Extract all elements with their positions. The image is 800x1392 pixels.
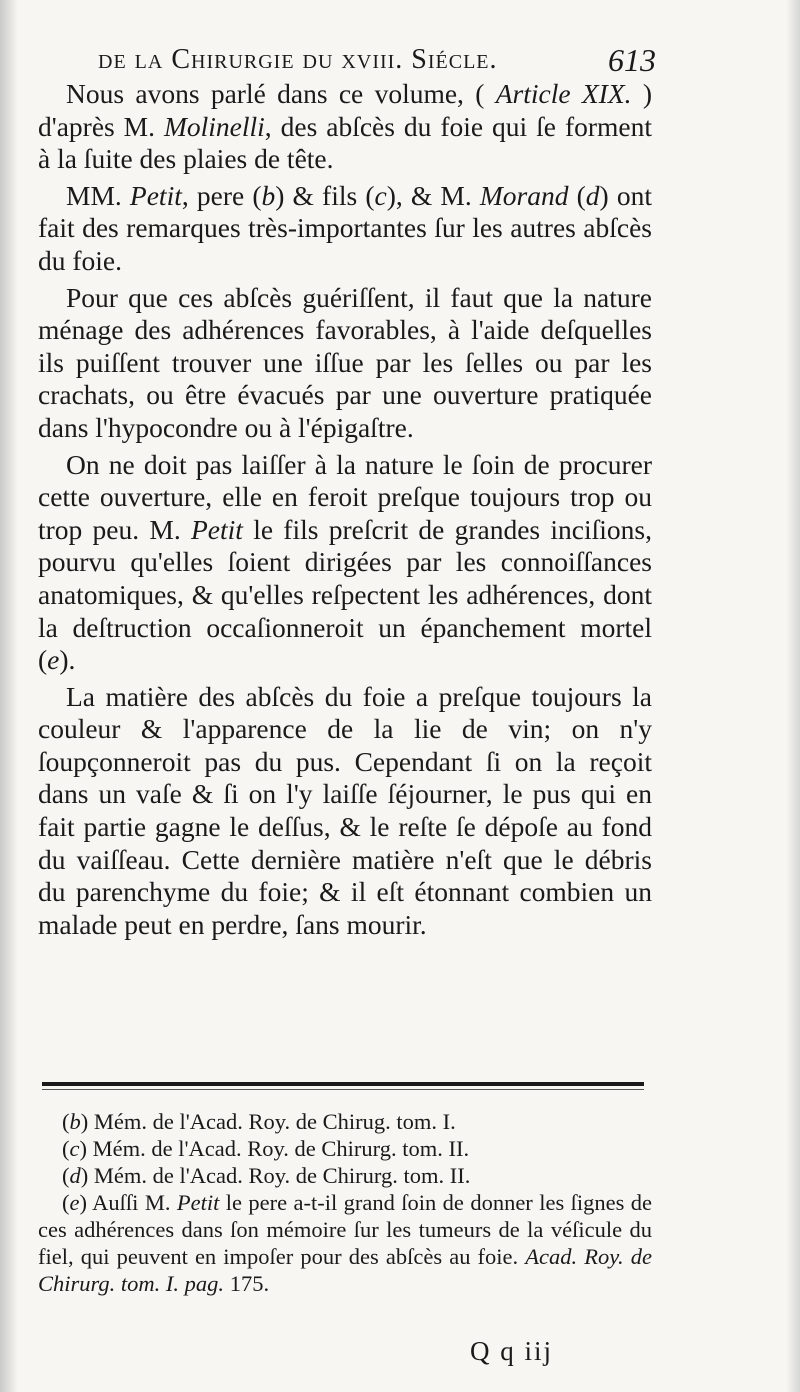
text-run: Pour que ces abſcès guériſſent, il faut que la nature ménage des adhérences favorables, à l'aide deſquelles ils puiſſent trouver une iſſue par les ſelles ou par les crachats, ou être évacués par une ouverture pratiquée dans l'hypocondre ou à l'épigaſtre. [38,281,652,443]
text-run: ( [568,179,586,211]
footnote-mark: d [69,1163,81,1188]
text-run: ) d'après M. [38,78,652,142]
italic-run: b [261,179,276,211]
paragraph [38,449,652,677]
running-header: de la Chirurgie du xviii. Siécle. [98,44,498,75]
page-number: 613 [608,42,656,78]
footnote: (b) Mém. de l'Acad. Roy. de Chirug. tom. I. [62,1109,456,1134]
italic-run: c [374,179,387,211]
page-edge-shadow [786,0,800,1392]
text-run: , des abſcès du foie qui ſe forment à la ſuite des plaies de tête. [38,110,652,175]
italic-run: Acad. Roy. de Chirurg. tom. I. pag. [38,1244,652,1296]
text-run: MM. [66,179,130,211]
italic-run: Molinelli [163,110,265,142]
footnote: (e) Auſſi M. Petit le pere a-t-il grand ſoin de donner les ſignes de ces adhérences dans ſon mémoire ſur les tumeurs de la véſicule du fiel, qui peuvent en impoſer pour des abſcès au foie. Acad. Roy. de Chirurg. tom. I. pag. 175. [38,1190,652,1296]
text-run: ) & fils ( [275,179,375,211]
italic-run: Morand [479,179,569,211]
italic-run: Petit [129,179,182,211]
text-run: La matière des abſcès du foie a preſque toujours la couleur & l'apparence de la lie de vin; on n'y ſoupçonneroit pas du pus. Cependant ſi on la reçoit dans un vaſe & ſi on l'y laiſſe ſéjourner, le pus qui en fait partie gagne le deſſus, & le reſte ſe dépoſe au fond du vaiſſeau. Cette dernière matière n'eſt que le débris du parenchyme du foie; & il eſt étonnant combien un malade peut en perdre, ſans mourir. [38,680,652,940]
footnote-divider-thin [42,1089,644,1090]
text-run: On ne doit pas laiſſer à la nature le ſoin de procurer cette ouverture, elle en feroit preſque toujours trop ou trop peu. M. [38,448,652,545]
footnote-text: le pere a-t-il grand ſoin de donner les ſignes de ces adhérences dans ſon mémoire ſur les tumeurs de la véſicule du fiel, qui peuvent en impoſer pour des abſcès au foie. [38,1190,652,1269]
footnote-mark: c [69,1136,80,1161]
paragraph [38,180,652,278]
footnote: (c) Mém. de l'Acad. Roy. de Chirurg. tom. II. [62,1136,470,1161]
main-text [38,78,652,941]
footnote: (d) Mém. de l'Acad. Roy. de Chirurg. tom. II. [62,1163,471,1188]
footnote-mark: e [69,1190,80,1215]
italic-run: e [47,644,60,676]
footnote-text: Mém. de l'Acad. Roy. de Chirurg. tom. II. [88,1163,471,1188]
footnote-mark: b [69,1109,81,1134]
paragraph [38,282,652,445]
text-run: le fils preſcrit de grandes inciſions, pourvu qu'elles ſoient dirigées par les connoiſſances anatomiques, & qu'elles reſpectent les adhérences, dont la deſtruction occaſionneroit un épanchement mortel ( [38,513,652,676]
signature-mark: Q q iij [470,1336,554,1366]
footnote-divider [42,1082,644,1086]
footnote-text: Mém. de l'Acad. Roy. de Chirug. tom. I. [88,1109,456,1134]
paragraph [38,78,652,176]
footnote-text: Auſſi M. [87,1190,177,1215]
paragraph [38,681,652,942]
italic-run: Petit [191,513,243,545]
text-run: ) ont fait des remarques très-importantes ſur les autres abſcès du foie. [38,179,652,276]
italic-run: Petit [176,1190,220,1215]
text-run: Nous avons parlé dans ce volume, ( [66,78,496,109]
footnotes [38,1108,652,1297]
page-binding-shadow [0,0,18,1392]
footnote-text: 175. [224,1271,270,1296]
text-run: ), & M. [386,179,480,211]
italic-run: Article XIX. [495,78,632,109]
text-run: , pere ( [181,179,262,211]
footnote-text: Mém. de l'Acad. Roy. de Chirurg. tom. II. [87,1136,470,1161]
text-run: ). [59,644,76,676]
italic-run: d [585,179,600,211]
